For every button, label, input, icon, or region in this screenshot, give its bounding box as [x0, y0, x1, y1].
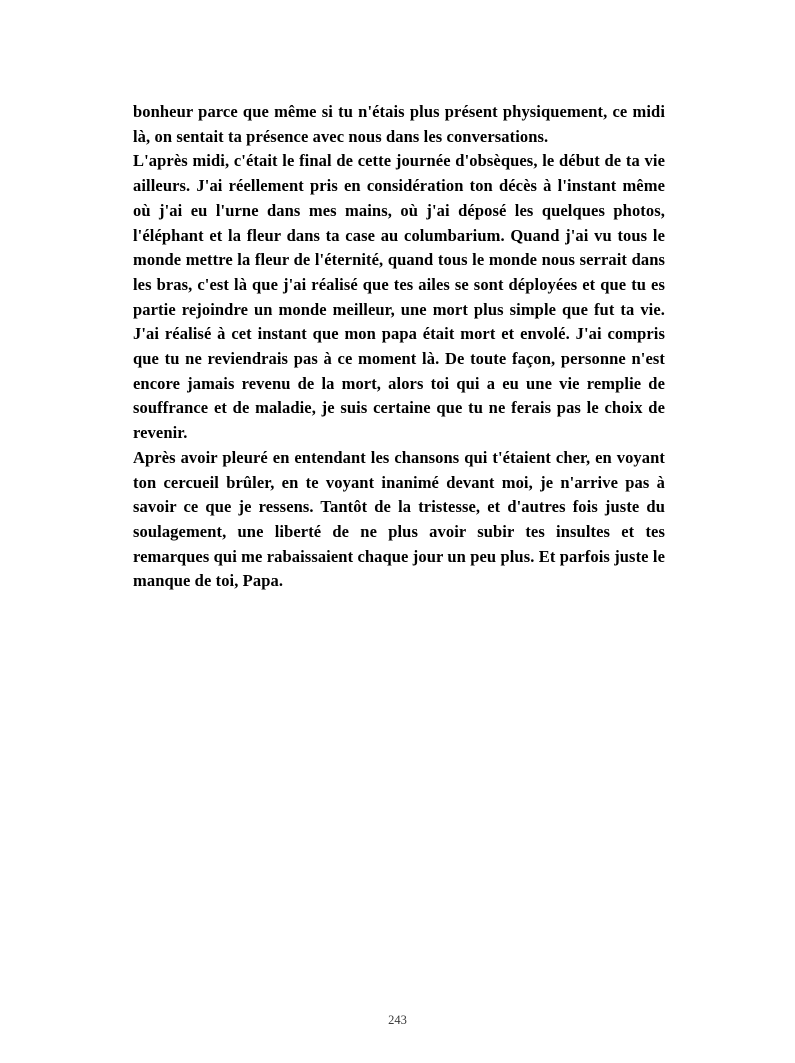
- body-text: [133, 100, 665, 594]
- paragraph-3: Après avoir pleuré en entendant les chansons qui t'étaient cher, en voyant ton cercueil brûler, en te voyant inanimé devant moi, je n'arrive pas à savoir ce que je ressens. Tantôt de la tristesse, et d'autres fois juste du soulagement, une liberté de ne plus avoir subir tes insultes et tes remarques qui me rabaissaient chaque jour un peu plus. Et parfois juste le manque de toi, Papa.: [133, 447, 665, 591]
- page-number: 243: [388, 1013, 407, 1027]
- paragraph-1: bonheur parce que même si tu n'étais plus présent physiquement, ce midi là, on sentait ta présence avec nous dans les conversations.: [133, 102, 665, 146]
- paragraph-2: L'après midi, c'était le final de cette journée d'obsèques, le début de ta vie ailleurs. J'ai réellement pris en considération ton décès à l'instant même où j'ai eu l'urne dans mes mains, où j'ai déposé les quelques photos, l'éléphant et la fleur dans ta case au columbarium. Quand j'ai vu tous le monde mettre la fleur de l'éternité, quand tous le monde nous serrait dans les bras, c'est là que j'ai réalisé que tes ailes se sont déployées et que tu es partie rejoindre un monde meilleur, une mort plus simple que fut ta vie. J'ai réalisé à cet instant que mon papa était mort et envolé. J'ai compris que tu ne reviendrais pas à ce moment là. De toute façon, personne n'est encore jamais revenu de la mort, alors toi qui a eu une vie remplie de souffrance et de maladie, je suis certaine que tu ne ferais pas le choix de revenir.: [133, 151, 665, 443]
